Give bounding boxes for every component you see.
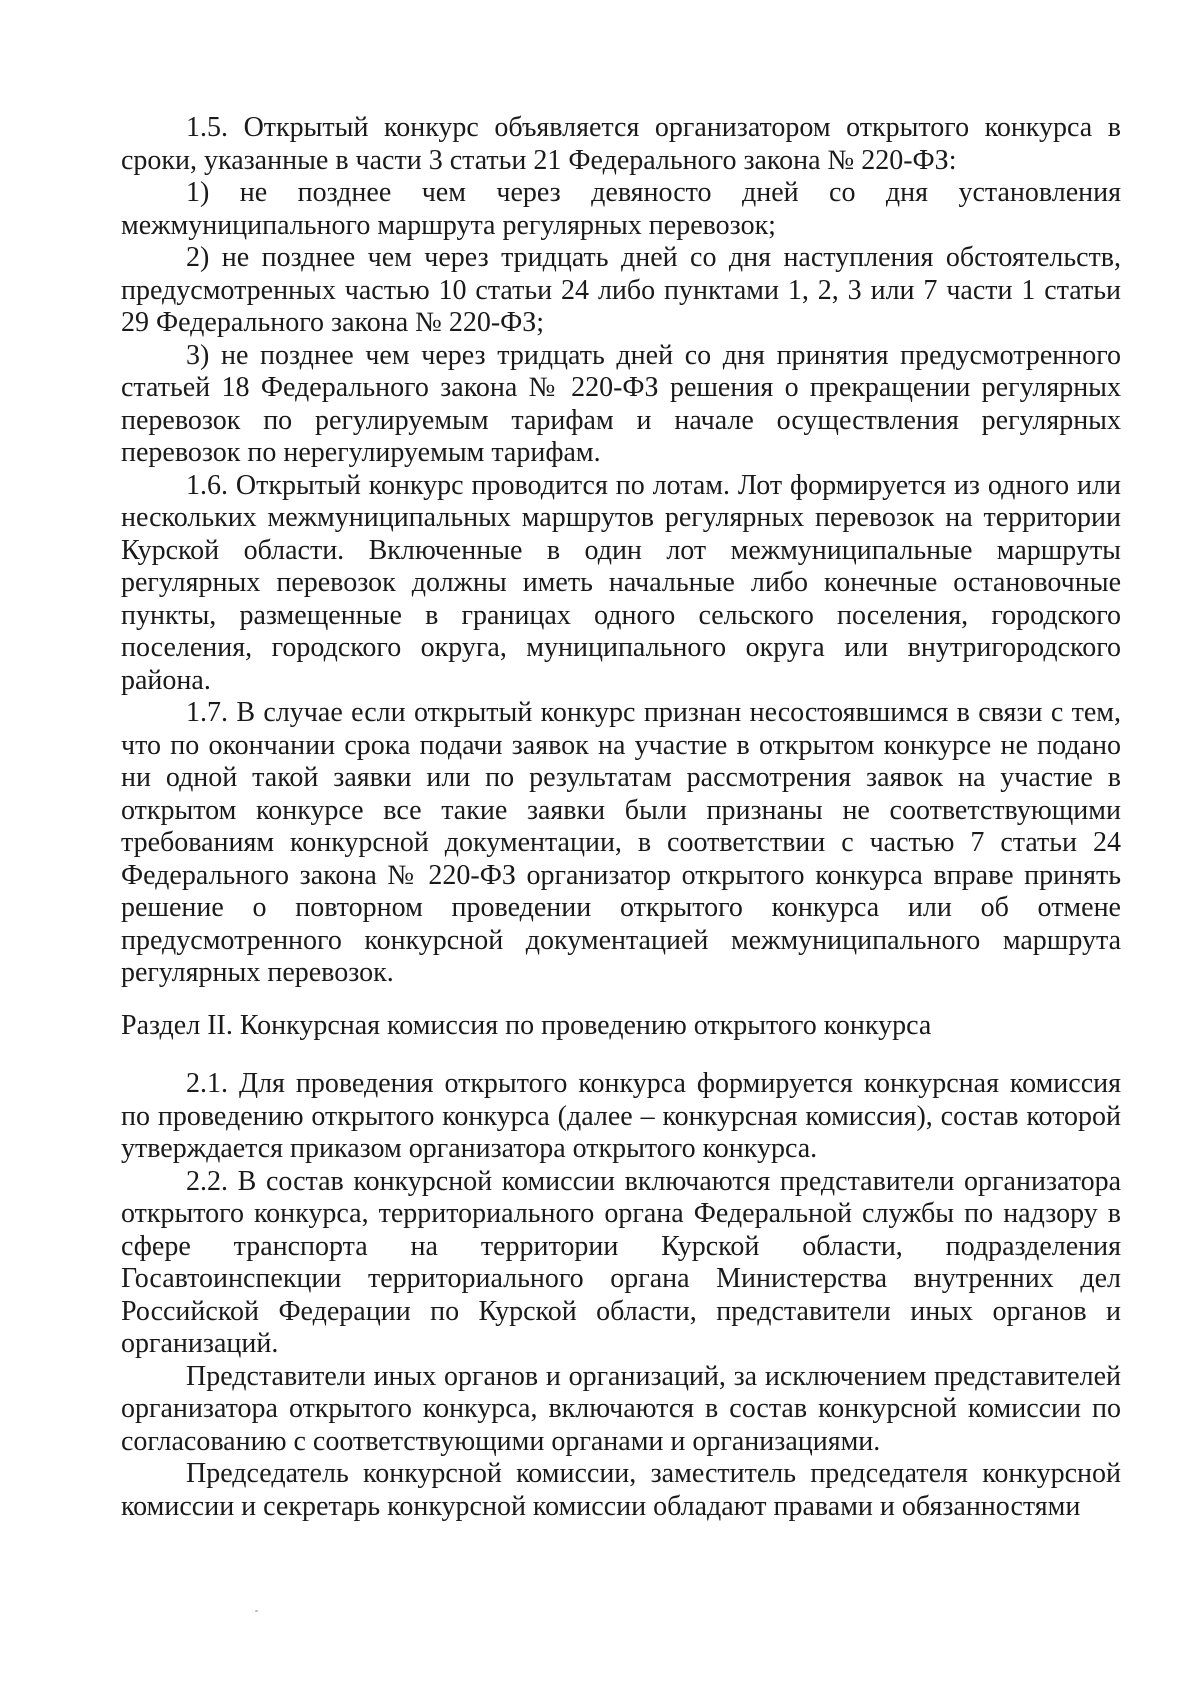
paragraph-1-6: 1.6. Открытый конкурс проводится по лотам. Лот формируется из одного или нескольких межмуниципальных маршрутов регулярных перевозок на территории Курской области. Включенные в один лот межмуниципальные маршруты регулярных перевозок должны иметь начальные либо конечные остановочные пункты, размещенные в границах одного сельского поселения, городского поселения, городского округа, муниципального округа или внутригородского района. — [121, 469, 1121, 696]
paragraph-1-5-item-1: 1) не позднее чем через девяносто дней со дня установления межмуниципального маршрута регулярных перевозок; — [121, 177, 1121, 241]
paragraph-2-1: 2.1. Для проведения открытого конкурса формируется конкурсная комиссия по проведению открытого конкурса (далее – конкурсная комиссия), состав которой утверждается приказом организатора открытого конкурса. — [121, 1068, 1121, 1164]
paragraph-1-7: 1.7. В случае если открытый конкурс признан несостоявшимся в связи с тем, что по окончании срока подачи заявок на участие в открытом конкурсе не подано ни одной такой заявки или по результатам рассмотрения заявок на участие в открытом конкурсе все такие заявки были признаны не соответствующими требованиям конкурсной документации, в соответствии с частью 7 статьи 24 Федерального закона № 220-ФЗ организатор открытого конкурса вправе принять решение о повторном проведении открытого конкурса или об отмене предусмотренного конкурсной документацией межмуниципального маршрута регулярных перевозок. — [121, 697, 1121, 988]
section-heading: Раздел II. Конкурсная комиссия по проведению открытого конкурса — [121, 1009, 932, 1041]
scan-artifact — [255, 1610, 258, 1612]
paragraph-2-2-representatives: Представители иных органов и организаций, за исключением представителей организатора открытого конкурса, включаются в состав конкурсной комиссии по согласованию с соответствующими органами и организациями. — [121, 1360, 1121, 1457]
paragraph-2-2: 2.2. В состав конкурсной комиссии включаются представители организатора открытого конкурса, территориального органа Федеральной службы по надзору в сфере транспорта на территории Курской области, подразделения Госавтоинспекции территориального органа Министерства внутренних дел Российской Федерации по Курской области, представители иных органов и организаций. — [121, 1165, 1121, 1359]
document-body — [121, 112, 1121, 1523]
paragraph-2-2-chairman: Председатель конкурсной комиссии, заместитель председателя конкурсной комиссии и секретарь конкурсной комиссии обладают правами и обязанностями — [121, 1458, 1121, 1522]
paragraph-1-5-item-2: 2) не позднее чем через тридцать дней со дня наступления обстоятельств, предусмотренных частью 10 статьи 24 либо пунктами 1, 2, 3 или 7 части 1 статьи 29 Федерального закона № 220-ФЗ; — [121, 242, 1121, 338]
paragraph-1-5-item-3: 3) не позднее чем через тридцать дней со дня принятия предусмотренного статьей 18 Федерального закона № 220-ФЗ решения о прекращении регулярных перевозок по регулируемым тарифам и начале осуществления регулярных перевозок по нерегулируемым тарифам. — [121, 339, 1121, 468]
paragraph-1-5: 1.5. Открытый конкурс объявляется организатором открытого конкурса в сроки, указанные в части 3 статьи 21 Федерального закона № 220-ФЗ: — [121, 112, 1121, 176]
